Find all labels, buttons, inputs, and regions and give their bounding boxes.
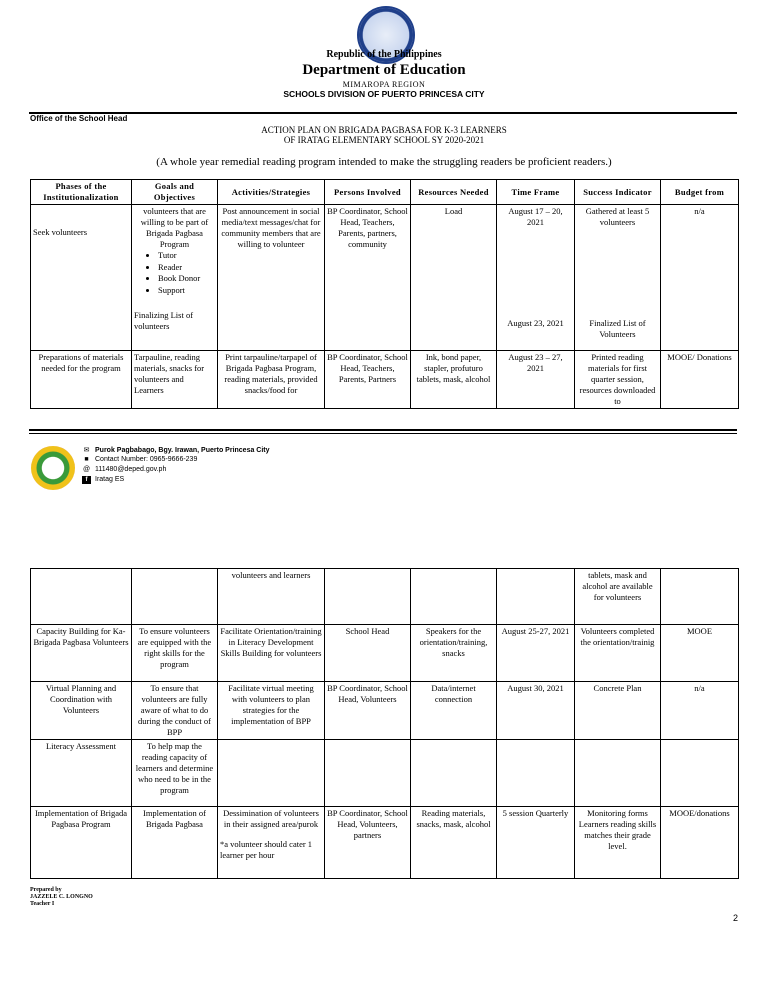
prepared-by-label: Prepared by [30, 887, 62, 893]
header-cell: Budget from [661, 180, 739, 205]
budget-cell [661, 569, 739, 625]
prepared-by-position: Teacher I [30, 901, 55, 907]
activity-note: *a volunteer should cater 1 learner per hour [220, 839, 313, 861]
office-label: Office of the School Head [30, 114, 128, 123]
department-heading: Department of Education [302, 62, 466, 78]
indicator-cell [575, 205, 661, 351]
resources-cell: Load [411, 205, 497, 351]
table-row [31, 205, 739, 351]
budget-cell: n/a [661, 205, 739, 351]
persons-cell: BP Coordinator, School Head, Volunteers [325, 682, 411, 740]
list-item: • Book Donor [158, 273, 215, 284]
resources-cell: Reading materials, snacks, mask, alcohol [411, 807, 497, 879]
footer-divider-thin [29, 433, 737, 434]
resources-cell: Ink, bond paper, stapler, profuturo tablets, mask, alcohol [411, 351, 497, 409]
list-item: • Tutor [158, 250, 215, 261]
phase-cell: Virtual Planning and Coordination with Volunteers [31, 682, 132, 740]
action-plan-table-continued [30, 568, 739, 879]
phase-cell: Seek volunteers [31, 205, 132, 351]
header-cell: Resources Needed [411, 180, 497, 205]
table-row [31, 625, 739, 682]
email-icon: @ [82, 466, 91, 473]
table-row [31, 569, 739, 625]
envelope-icon: ✉ [83, 447, 90, 454]
persons-cell [325, 740, 411, 807]
table-row [31, 682, 739, 740]
time-cell: August 30, 2021 [497, 682, 575, 740]
header-divider [29, 112, 737, 114]
goal-cell: To ensure volunteers are equipped with the right skills for the program [132, 625, 218, 682]
indicator-cell [575, 740, 661, 807]
resources-cell [411, 740, 497, 807]
phase-cell: Implementation of Brigada Pagbasa Program [31, 807, 132, 879]
goal-text: volunteers that are willing to be part of Brigada Pagbasa Program [140, 206, 209, 250]
table-row [31, 740, 739, 807]
resources-cell: Data/internet connection [411, 682, 497, 740]
facebook-line: f Iratag ES [82, 476, 124, 484]
indicator-cell: tablets, mask and alcohol are available for volunteers [575, 569, 661, 625]
time-cell: August 23 – 27, 2021 [497, 351, 575, 409]
activity-text: Dessimination of volunteers in their assigned area/purok [223, 808, 319, 830]
indicator-cell: Monitoring forms Learners reading skills matches their grade level. [575, 807, 661, 879]
activity-cell: Post announcement in social media/text messages/chat for community members that are willing to volunteer [218, 205, 325, 351]
budget-cell [661, 740, 739, 807]
header-cell: Persons Involved [325, 180, 411, 205]
indicator-text-2: Finalized List of Volunteers [589, 318, 646, 340]
division-heading: SCHOOLS DIVISION OF PUERTO PRINCESA CITY [283, 89, 485, 99]
footer-divider [29, 429, 737, 431]
persons-cell: School Head [325, 625, 411, 682]
activity-cell: Print tarpauline/tarpapel of Brigada Pagbasa Program, reading materials, provided snacks/food for [218, 351, 325, 409]
time-cell [497, 569, 575, 625]
republic-heading: Republic of the Philippines [326, 49, 442, 60]
facebook-icon: f [82, 476, 91, 484]
list-item: • Reader [158, 262, 215, 273]
phase-cell: Preparations of materials needed for the program [31, 351, 132, 409]
budget-cell: n/a [661, 682, 739, 740]
time-text: August 17 – 20, 2021 [508, 206, 563, 228]
plan-title-line1: ACTION PLAN ON BRIGADA PAGBASA FOR K-3 LEARNERS [261, 125, 507, 135]
page-number: 2 [733, 913, 739, 923]
header-cell: Activities/Strategies [218, 180, 325, 205]
goal-cell: To help map the reading capacity of learners and determine who need to be in the program [132, 740, 218, 807]
indicator-text: Gathered at least 5 volunteers [585, 206, 650, 228]
resources-cell: Speakers for the orientation/training, snacks [411, 625, 497, 682]
indicator-cell: Volunteers completed the orientation/trainig [575, 625, 661, 682]
volunteer-roles-list [134, 250, 215, 296]
persons-cell: BP Coordinator, School Head, Volunteers, partners [325, 807, 411, 879]
prepared-by-name: JAZZELE C. LONGNO [30, 894, 93, 900]
indicator-cell: Concrete Plan [575, 682, 661, 740]
persons-cell [325, 569, 411, 625]
goal-cell: To ensure that volunteers are fully aware of what to do during the conduct of BPP [132, 682, 218, 740]
list-item: • Support [158, 285, 215, 296]
time-text-2: August 23, 2021 [507, 318, 564, 329]
region-heading: MIMAROPA REGION [342, 80, 426, 89]
email-link[interactable]: 111480@deped.gov.ph [95, 466, 167, 473]
time-cell [497, 205, 575, 351]
header-cell: Success Indicator [575, 180, 661, 205]
address-line: ✉ Purok Pagbabago, Bgy. Irawan, Puerto Princesa City [83, 447, 270, 454]
activity-cell [218, 807, 325, 879]
action-plan-table [30, 179, 739, 409]
contact-line: ■ Contact Number: 0965-9666-239 [82, 456, 197, 463]
activity-cell: Facilitate Orientation/training in Literacy Development Skills Building for volunteers [218, 625, 325, 682]
table-row [31, 807, 739, 879]
header-cell: Goals and Objectives [132, 180, 218, 205]
goal-cell: Tarpauline, reading materials, snacks for volunteers and Learners [132, 351, 218, 409]
indicator-cell: Printed reading materials for first quarter session, resources downloaded to [575, 351, 661, 409]
time-cell: 5 session Quarterly [497, 807, 575, 879]
budget-cell: MOOE [661, 625, 739, 682]
plan-title-line2: OF IRATAG ELEMENTARY SCHOOL SY 2020-2021 [283, 135, 485, 145]
persons-cell: BP Coordinator, School Head, Teachers, Parents, Partners [325, 351, 411, 409]
activity-cell: volunteers and learners [218, 569, 325, 625]
email-line [82, 466, 166, 473]
budget-cell: MOOE/donations [661, 807, 739, 879]
goal-cell: Implementation of Brigada Pagbasa [132, 807, 218, 879]
time-cell [497, 740, 575, 807]
table-header-row [31, 180, 739, 205]
goal-cell [132, 205, 218, 351]
activity-cell [218, 740, 325, 807]
school-logo [31, 446, 75, 490]
phone-icon: ■ [84, 456, 89, 463]
header-cell: Phases of the Institutionalization [31, 180, 132, 205]
phase-cell: Literacy Assessment [31, 740, 132, 807]
phase-cell [31, 569, 132, 625]
goal-cell [132, 569, 218, 625]
activity-cell: Facilitate virtual meeting with volunteers to plan strategies for the implementation of BPP [218, 682, 325, 740]
plan-subtitle: (A whole year remedial reading program intended to make the struggling readers be proficient readers.) [156, 156, 612, 168]
persons-cell: BP Coordinator, School Head, Teachers, Parents, partners, community [325, 205, 411, 351]
phase-cell: Capacity Building for Ka-Brigada Pagbasa Volunteers [31, 625, 132, 682]
time-cell: August 25-27, 2021 [497, 625, 575, 682]
resources-cell [411, 569, 497, 625]
budget-cell: MOOE/ Donations [661, 351, 739, 409]
table-row [31, 351, 739, 409]
goal-final-text: Finalizing List of volunteers [134, 310, 194, 332]
header-cell: Time Frame [497, 180, 575, 205]
